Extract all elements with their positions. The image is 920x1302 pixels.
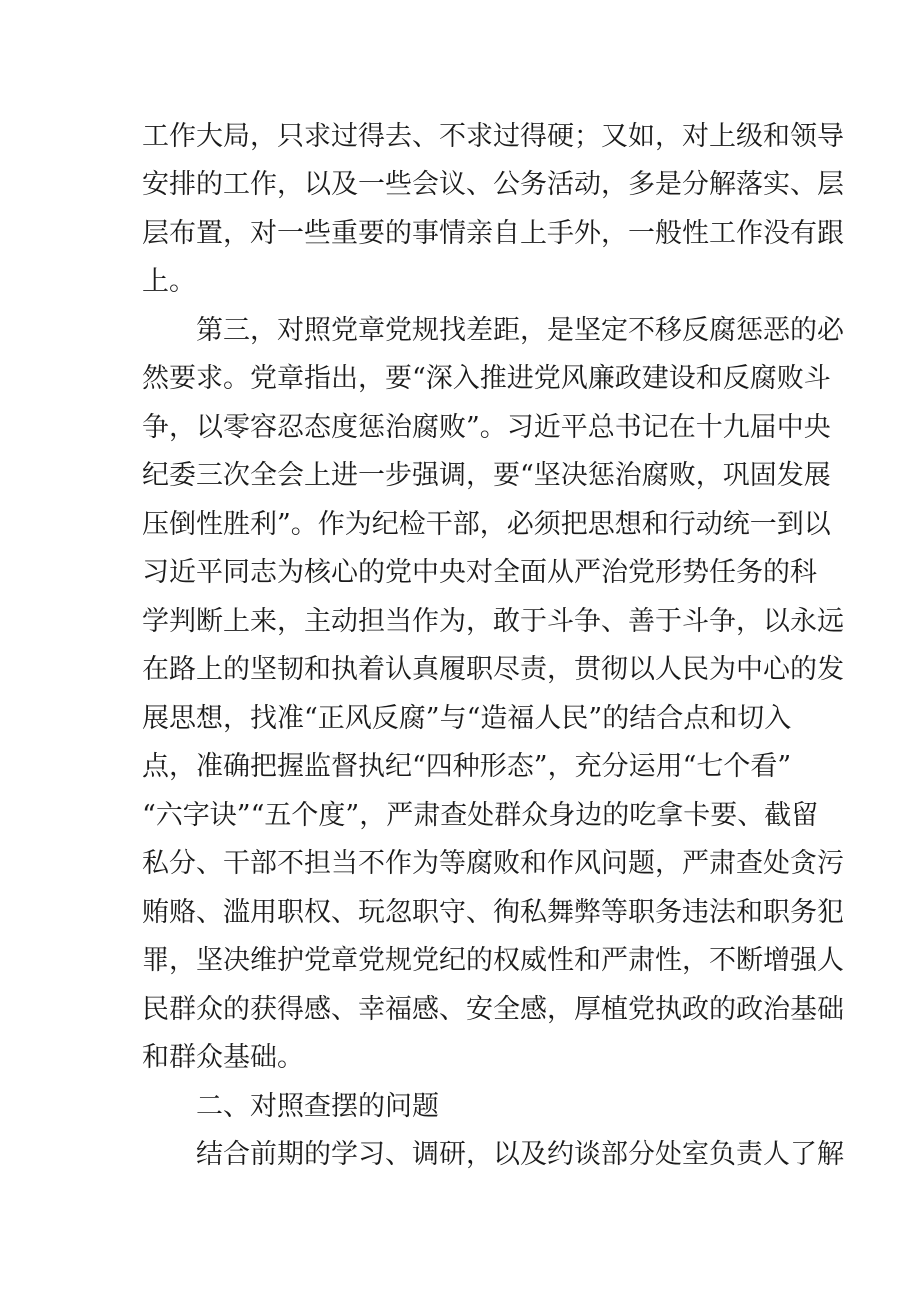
paragraph-line: 结合前期的学习、调研，以及约谈部分处室负责人了解 [196, 1139, 844, 1170]
paragraph-line: 压倒性胜利”。作为纪检干部，必须把思想和行动统一到以 [142, 509, 831, 540]
paragraph-line: 展思想，找准“正风反腐”与“造福人民”的结合点和切入 [142, 703, 792, 734]
section-heading: 二、对照查摆的问题 [196, 1091, 439, 1122]
paragraph-line: 民群众的获得感、幸福感、安全感，厚植党执政的政治基础 [142, 994, 844, 1025]
paragraph-line: 在路上的坚韧和执着认真履职尽责，贯彻以人民为中心的发 [142, 654, 844, 685]
paragraph-line: 层布置，对一些重要的事情亲自上手外，一般性工作没有跟 [142, 218, 844, 249]
paragraph-line: 纪委三次全会上进一步强调，要“坚决惩治腐败，巩固发展 [142, 460, 831, 491]
paragraph-line: 然要求。党章指出，要“深入推进党风廉政建设和反腐败斗 [142, 363, 831, 394]
paragraph-line: 和群众基础。 [142, 1042, 304, 1073]
paragraph-line: 罪，坚决维护党章党规党纪的权威性和严肃性，不断增强人 [142, 945, 844, 976]
paragraph-line: 上。 [142, 266, 196, 297]
paragraph-line: 学判断上来，主动担当作为，敢于斗争、善于斗争，以永远 [142, 606, 844, 637]
paragraph-line: 工作大局，只求过得去、不求过得硬；又如，对上级和领导 [142, 121, 844, 152]
paragraph-line: 第三，对照党章党规找差距，是坚定不移反腐惩恶的必 [196, 315, 844, 346]
paragraph-line: 私分、干部不担当不作为等腐败和作风问题，严肃查处贪污 [142, 848, 844, 879]
paragraph-line: 贿赂、滥用职权、玩忽职守、徇私舞弊等职务违法和职务犯 [142, 897, 844, 928]
paragraph-line: 争，以零容忍态度惩治腐败”。习近平总书记在十九届中央 [142, 412, 831, 443]
paragraph-line: “六字诀”“五个度”，严肃查处群众身边的吃拿卡要、截留 [142, 800, 819, 831]
paragraph-line: 点，准确把握监督执纪“四种形态”，充分运用“七个看” [142, 751, 792, 782]
paragraph-line: 习近平同志为核心的党中央对全面从严治党形势任务的科 [142, 557, 817, 588]
paragraph-line: 安排的工作，以及一些会议、公务活动，多是分解落实、层 [142, 169, 844, 200]
